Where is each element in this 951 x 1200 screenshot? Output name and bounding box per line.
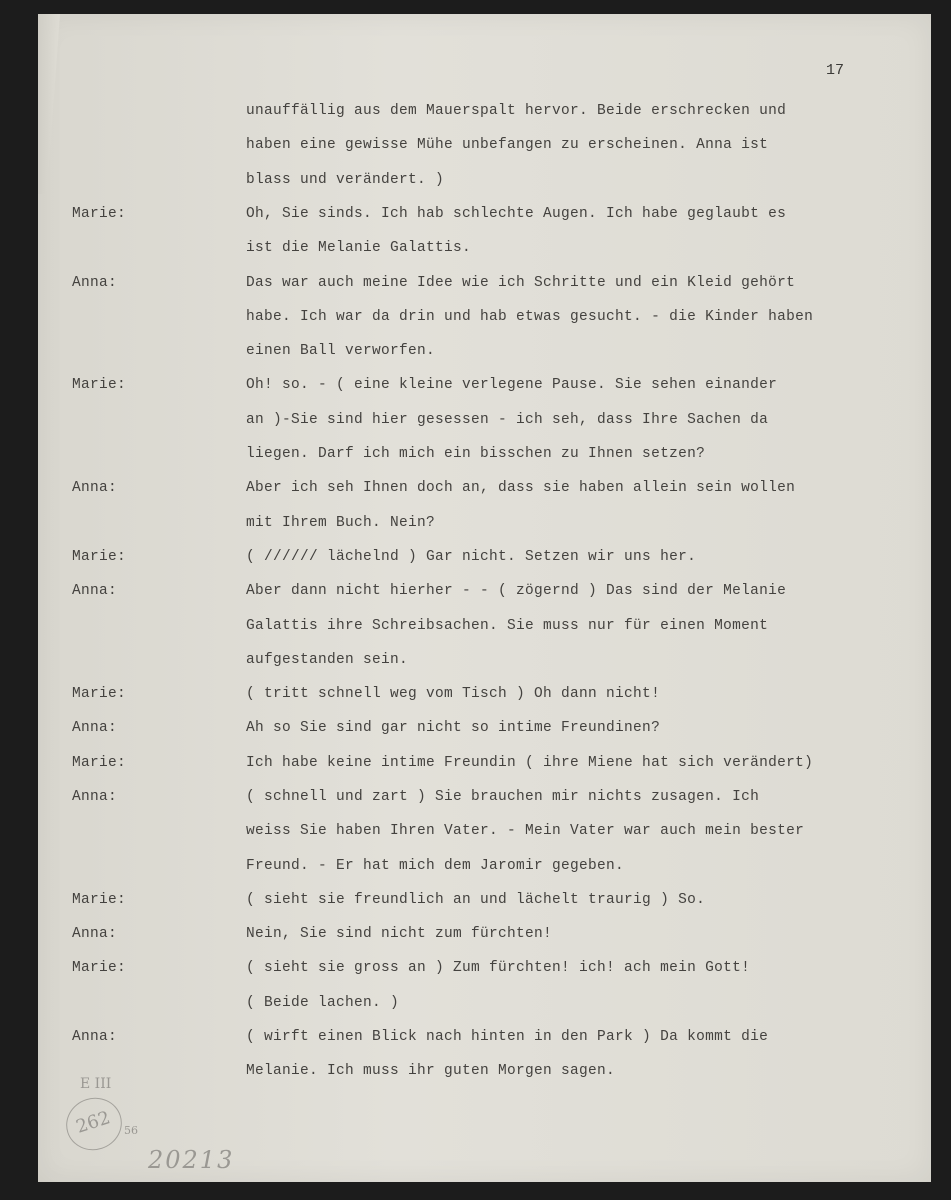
text-line: ist die Melanie Galattis.	[246, 240, 472, 256]
speaker-label: Marie:	[72, 377, 127, 393]
speaker-label: Marie:	[72, 549, 127, 565]
text-line: Freund. - Er hat mich dem Jaromir gegeben.	[246, 858, 625, 874]
text-line: ( Beide lachen. )	[246, 995, 400, 1011]
text-line: an )-Sie sind hier gesessen - ich seh, dass Ihre Sachen da	[246, 412, 769, 428]
text-line: ( tritt schnell weg vom Tisch ) Oh dann nicht!	[246, 686, 661, 702]
text-line: Das war auch meine Idee wie ich Schritte und ein Kleid gehört	[246, 275, 796, 291]
text-line: Aber dann nicht hierher - - ( zögernd ) Das sind der Melanie	[246, 583, 787, 599]
page-curl	[38, 14, 60, 194]
text-line: aufgestanden sein.	[246, 652, 409, 668]
text-line: liegen. Darf ich mich ein bisschen zu Ihnen setzen?	[246, 446, 706, 462]
text-line: Nein, Sie sind nicht zum fürchten!	[246, 926, 553, 942]
text-line: Ah so Sie sind gar nicht so intime Freundinen?	[246, 720, 661, 736]
text-line: Aber ich seh Ihnen doch an, dass sie haben allein sein wollen	[246, 480, 796, 496]
text-line: weiss Sie haben Ihren Vater. - Mein Vater war auch mein bester	[246, 823, 805, 839]
archive-inventory-number: 20213	[148, 1146, 235, 1174]
text-line: Ich habe keine intime Freundin ( ihre Miene hat sich verändert)	[246, 755, 814, 771]
text-line: Oh, Sie sinds. Ich hab schlechte Augen. Ich habe geglaubt es	[246, 206, 787, 222]
text-line: ( schnell und zart ) Sie brauchen mir nichts zusagen. Ich	[246, 789, 760, 805]
text-line: ( wirft einen Blick nach hinten in den Park ) Da kommt die	[246, 1029, 769, 1045]
text-line: ( ////// lächelnd ) Gar nicht. Setzen wir uns her.	[246, 549, 697, 565]
text-line: habe. Ich war da drin und hab etwas gesucht. - die Kinder haben	[246, 309, 814, 325]
speaker-label: Anna:	[72, 480, 118, 496]
speaker-label: Anna:	[72, 583, 118, 599]
archive-seal-number: 262	[73, 1107, 113, 1138]
text-line: unauffällig aus dem Mauerspalt hervor. Beide erschrecken und	[246, 103, 787, 119]
text-line: Melanie. Ich muss ihr guten Morgen sagen.	[246, 1063, 616, 1079]
speaker-label: Marie:	[72, 960, 127, 976]
text-line: Oh! so. - ( eine kleine verlegene Pause. Sie sehen einander	[246, 377, 778, 393]
speaker-label: Marie:	[72, 892, 127, 908]
text-line: Galattis ihre Schreibsachen. Sie muss nur für einen Moment	[246, 618, 769, 634]
archive-small-number: 56	[124, 1124, 138, 1137]
speaker-label: Anna:	[72, 926, 118, 942]
text-line: ( sieht sie gross an ) Zum fürchten! ich! ach mein Gott!	[246, 960, 751, 976]
text-line: einen Ball verworfen.	[246, 343, 436, 359]
speaker-label: Anna:	[72, 720, 118, 736]
text-line: ( sieht sie freundlich an und lächelt traurig ) So.	[246, 892, 706, 908]
text-line: blass und verändert. )	[246, 172, 445, 188]
text-line: mit Ihrem Buch. Nein?	[246, 515, 436, 531]
speaker-label: Anna:	[72, 789, 118, 805]
archive-signature-mark: E III	[80, 1076, 112, 1092]
speaker-label: Marie:	[72, 755, 127, 771]
speaker-label: Anna:	[72, 1029, 118, 1045]
speaker-label: Marie:	[72, 686, 127, 702]
speaker-label: Marie:	[72, 206, 127, 222]
text-line: haben eine gewisse Mühe unbefangen zu erscheinen. Anna ist	[246, 137, 769, 153]
page-number: 17	[826, 62, 845, 79]
speaker-label: Anna:	[72, 275, 118, 291]
